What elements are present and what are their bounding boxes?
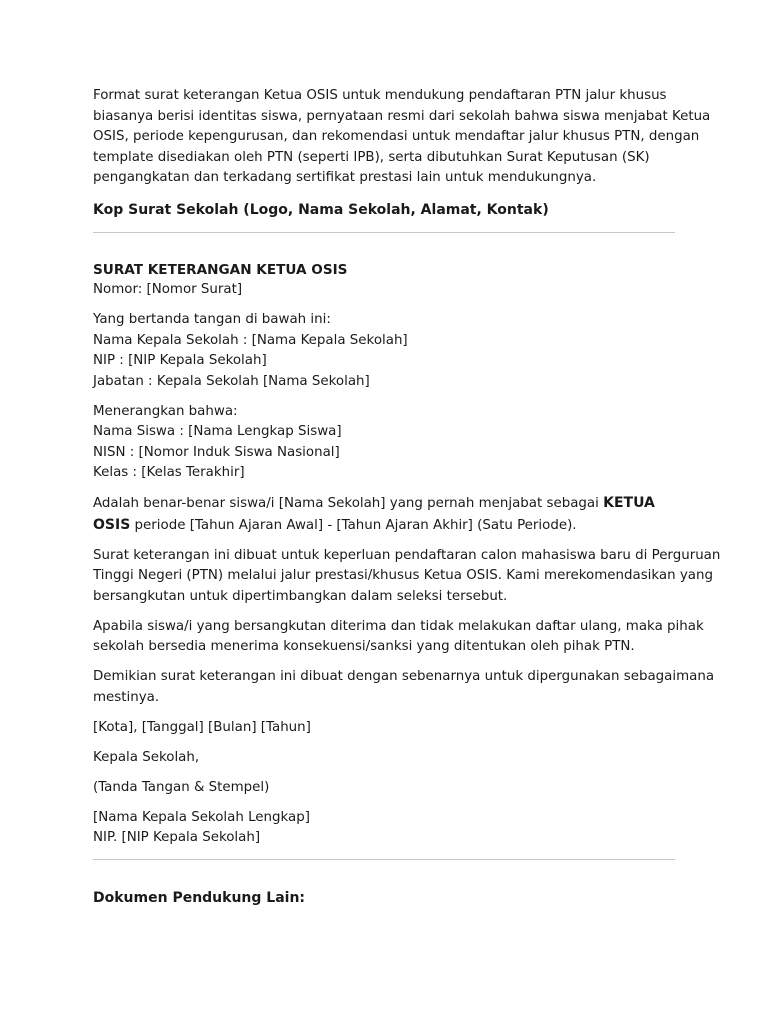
consequence-line: sekolah bersedia menerima konsekuensi/sanksi yang ditentukan oleh pihak PTN.	[93, 639, 635, 654]
letter-number: Nomor: [Nomor Surat]	[93, 282, 243, 297]
document-page	[93, 86, 721, 923]
declaration-emphasis: KETUA	[603, 495, 655, 511]
declaration-paragraph	[93, 493, 675, 536]
signature-placeholder: (Tanda Tangan & Stempel)	[93, 779, 270, 795]
student-name: Nama Siswa : [Nama Lengkap Siswa]	[93, 424, 342, 439]
signer-full-name: [Nama Kepala Sekolah Lengkap]	[93, 809, 310, 825]
purpose-line: Tinggi Negeri (PTN) melalui jalur prestasi/khusus Ketua OSIS. Kami merekomendasikan yang	[93, 568, 713, 583]
divider	[93, 859, 675, 860]
declaration-line	[93, 515, 675, 537]
letter-title: SURAT KETERANGAN KETUA OSIS	[93, 261, 348, 278]
intro-line: biasanya berisi identitas siswa, pernyataan resmi dari sekolah bahwa siswa menjabat Ketua	[93, 108, 711, 124]
closing-paragraph	[93, 667, 715, 708]
consequence-paragraph	[93, 617, 704, 658]
consequence-line: Apabila siswa/i yang bersangkutan diterima dan tidak melakukan daftar ulang, maka pihak	[93, 618, 704, 634]
intro-line: pengangkatan dan terkadang sertifikat prestasi lain untuk mendukungnya.	[93, 170, 597, 185]
signer-name: Nama Kepala Sekolah : [Nama Kepala Sekolah]	[93, 332, 408, 348]
supporting-documents-heading: Dokumen Pendukung Lain:	[93, 889, 306, 906]
purpose-line: bersangkutan untuk dipertimbangkan dalam seleksi tersebut.	[93, 588, 508, 604]
signer-intro: Yang bertanda tangan di bawah ini:	[93, 312, 331, 327]
purpose-paragraph	[93, 546, 721, 608]
intro-paragraph	[93, 86, 711, 189]
intro-line: OSIS, periode kepengurusan, dan rekomendasi untuk mendaftar jalur khusus PTN, dengan	[93, 129, 700, 144]
student-nisn: NISN : [Nomor Induk Siswa Nasional]	[93, 444, 340, 460]
student-block	[93, 402, 675, 484]
signer-footer-nip: NIP. [NIP Kepala Sekolah]	[93, 830, 261, 845]
declaration-line	[93, 493, 675, 515]
divider	[93, 232, 675, 233]
purpose-line: Surat keterangan ini dibuat untuk keperluan pendaftaran calon mahasiswa baru di Perguruan	[93, 547, 721, 563]
signer-nip: NIP : [NIP Kepala Sekolah]	[93, 353, 267, 368]
statement-intro: Menerangkan bahwa:	[93, 403, 238, 419]
place-date: [Kota], [Tanggal] [Bulan] [Tahun]	[93, 719, 311, 735]
student-class: Kelas : [Kelas Terakhir]	[93, 465, 245, 480]
closing-line: Demikian surat keterangan ini dibuat dengan sebenarnya untuk dipergunakan sebagaimana	[93, 669, 715, 684]
closing-line: mestinya.	[93, 689, 160, 705]
intro-line: Format surat keterangan Ketua OSIS untuk mendukung pendaftaran PTN jalur khusus	[93, 88, 667, 103]
declaration-emphasis: OSIS	[93, 516, 131, 533]
intro-line: template disediakan oleh PTN (seperti IPB), serta dibutuhkan Surat Keputusan (SK)	[93, 149, 650, 165]
sign-role: Kepala Sekolah,	[93, 749, 200, 765]
declaration-text: Adalah benar-benar siswa/i [Nama Sekolah] yang pernah menjabat sebagai	[93, 496, 604, 511]
kop-heading: Kop Surat Sekolah (Logo, Nama Sekolah, Alamat, Kontak)	[93, 201, 549, 218]
signer-footer	[93, 808, 675, 849]
declaration-text: periode [Tahun Ajaran Awal] - [Tahun Ajaran Akhir] (Satu Periode).	[130, 517, 577, 533]
signer-block	[93, 310, 675, 392]
signer-position: Jabatan : Kepala Sekolah [Nama Sekolah]	[93, 373, 370, 389]
